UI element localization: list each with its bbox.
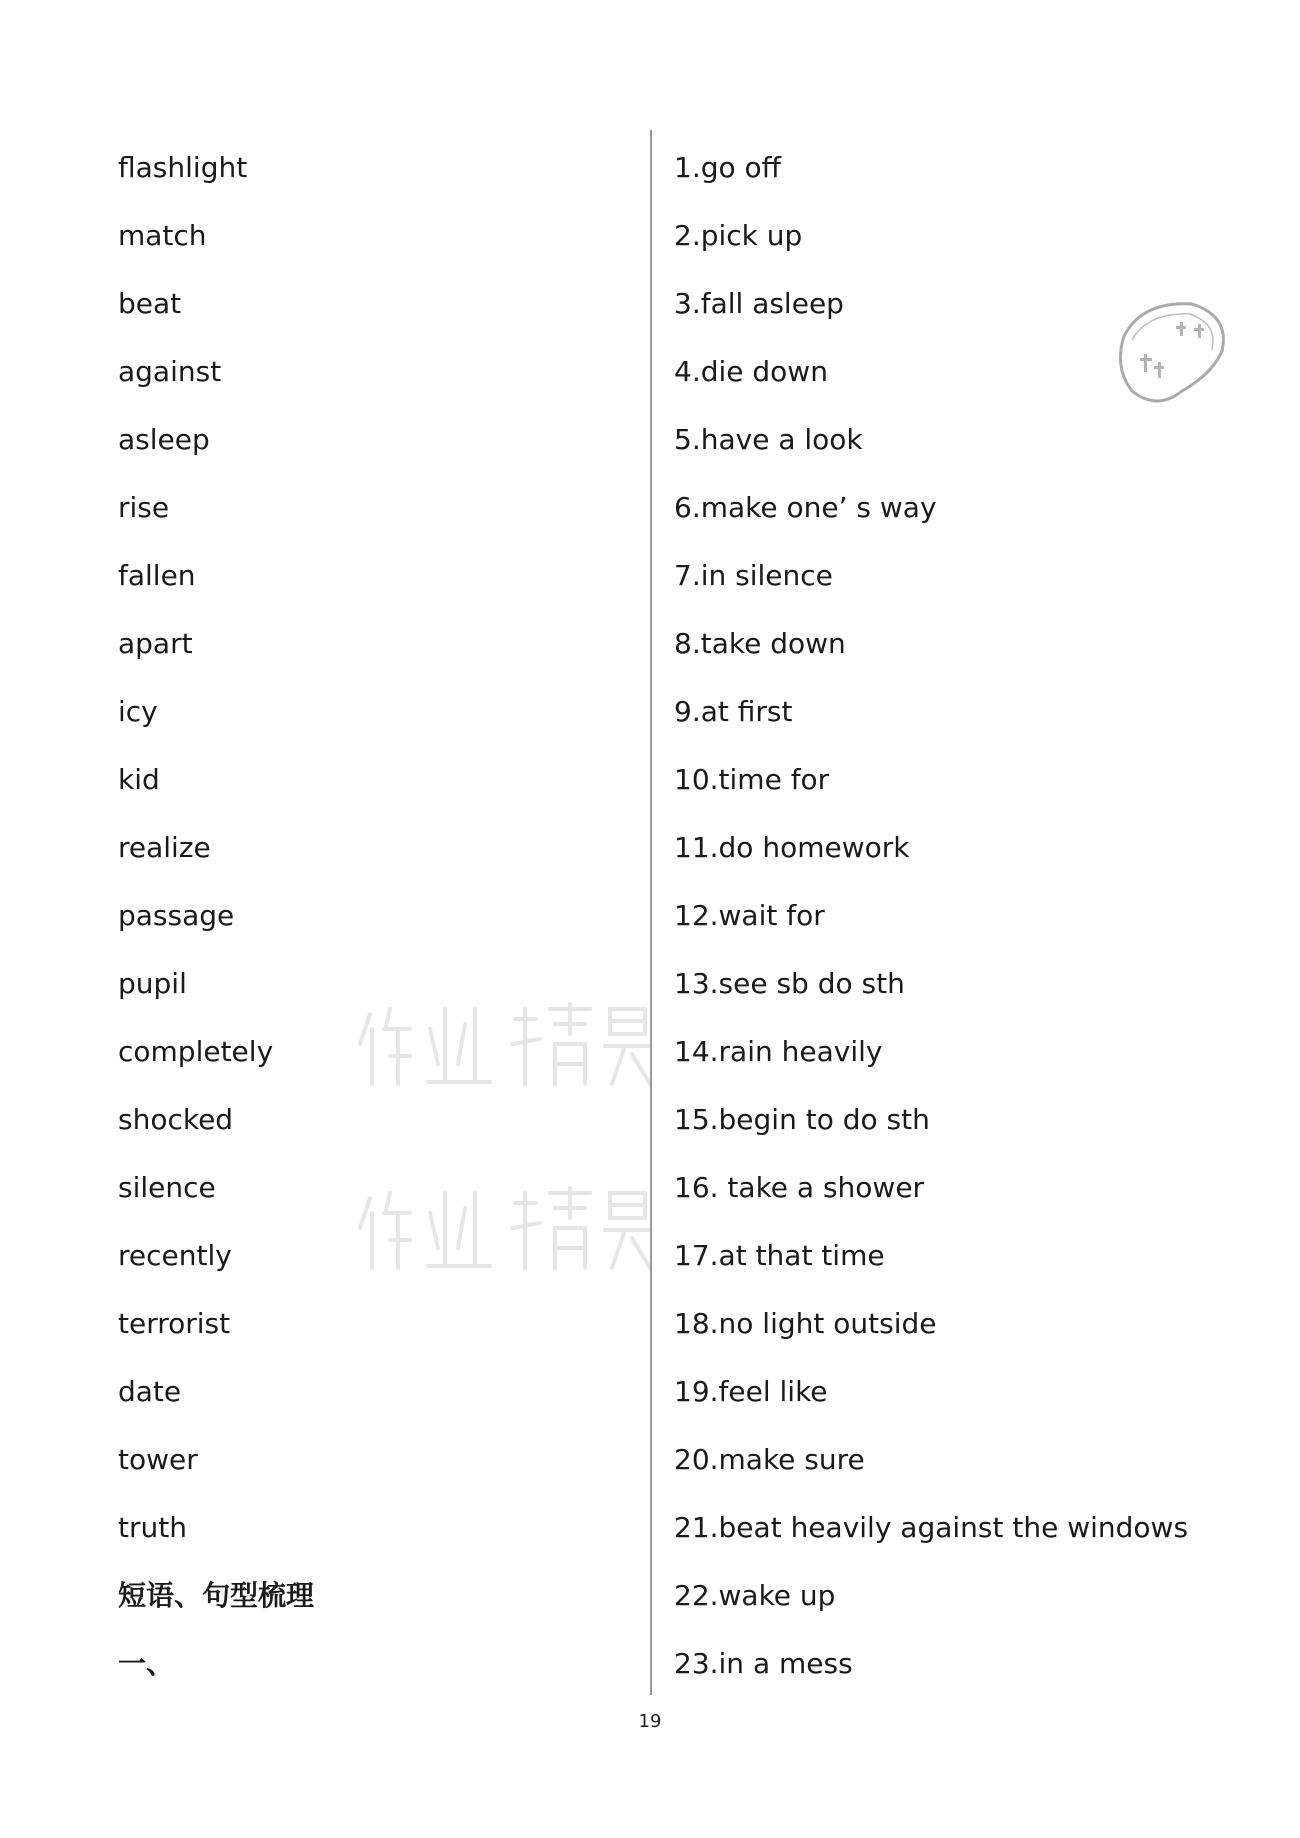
phrase-item: 4.die down: [674, 355, 828, 388]
column-divider: [650, 130, 652, 1695]
phrase-item: 13.see sb do sth: [674, 967, 905, 1000]
vocabulary-word: icy: [118, 695, 158, 728]
phrase-item: 3.fall asleep: [674, 287, 844, 320]
section-heading: 短语、句型梳理: [118, 1579, 315, 1612]
vocabulary-word: silence: [118, 1171, 216, 1204]
phrase-item: 22.wake up: [674, 1579, 836, 1612]
phrase-item: 19.feel like: [674, 1375, 828, 1408]
phrase-item: 12.wait for: [674, 899, 825, 932]
phrase-item: 1.go off: [674, 151, 781, 184]
vocabulary-word: rise: [118, 491, 170, 524]
vocabulary-word: truth: [118, 1511, 187, 1544]
phrase-item: 23.in a mess: [674, 1647, 853, 1680]
vocabulary-word: match: [118, 219, 207, 252]
vocabulary-word: flashlight: [118, 151, 248, 184]
phrase-item: 18.no light outside: [674, 1307, 937, 1340]
phrase-item: 2.pick up: [674, 219, 803, 252]
phrase-item: 10.time for: [674, 763, 830, 796]
vocabulary-word: against: [118, 355, 222, 388]
vocabulary-word: kid: [118, 763, 160, 796]
watermark-logo: [350, 984, 650, 1094]
vocabulary-word: tower: [118, 1443, 198, 1476]
phrase-item: 7.in silence: [674, 559, 833, 592]
vocabulary-word: shocked: [118, 1103, 234, 1136]
vocabulary-word: completely: [118, 1035, 274, 1068]
vocabulary-word: asleep: [118, 423, 210, 456]
vocabulary-word: realize: [118, 831, 211, 864]
vocabulary-word: passage: [118, 899, 235, 932]
vocabulary-word: pupil: [118, 967, 187, 1000]
phrase-item: 15.begin to do sth: [674, 1103, 930, 1136]
phrase-item: 20.make sure: [674, 1443, 865, 1476]
phrase-item: 5.have a look: [674, 423, 863, 456]
section-number: 一、: [118, 1647, 175, 1680]
page-number: 19: [638, 1711, 662, 1732]
watermark-logo: [350, 1168, 650, 1278]
phrase-item: 6.make one’ s way: [674, 491, 937, 524]
phrase-item: 8.take down: [674, 627, 846, 660]
phrase-item: 9.at first: [674, 695, 793, 728]
phrase-item: 16. take a shower: [674, 1171, 925, 1204]
phrase-item: 11.do homework: [674, 831, 910, 864]
vocabulary-word: date: [118, 1375, 182, 1408]
vocabulary-word: recently: [118, 1239, 232, 1272]
vocabulary-word: apart: [118, 627, 193, 660]
phrase-item: 14.rain heavily: [674, 1035, 883, 1068]
phrase-item: 17.at that time: [674, 1239, 885, 1272]
vocabulary-word: fallen: [118, 559, 196, 592]
phrase-item: 21.beat heavily against the windows: [674, 1511, 1189, 1544]
stamp-seal-icon: [1112, 296, 1232, 416]
vocabulary-word: beat: [118, 287, 182, 320]
vocabulary-word: terrorist: [118, 1307, 231, 1340]
